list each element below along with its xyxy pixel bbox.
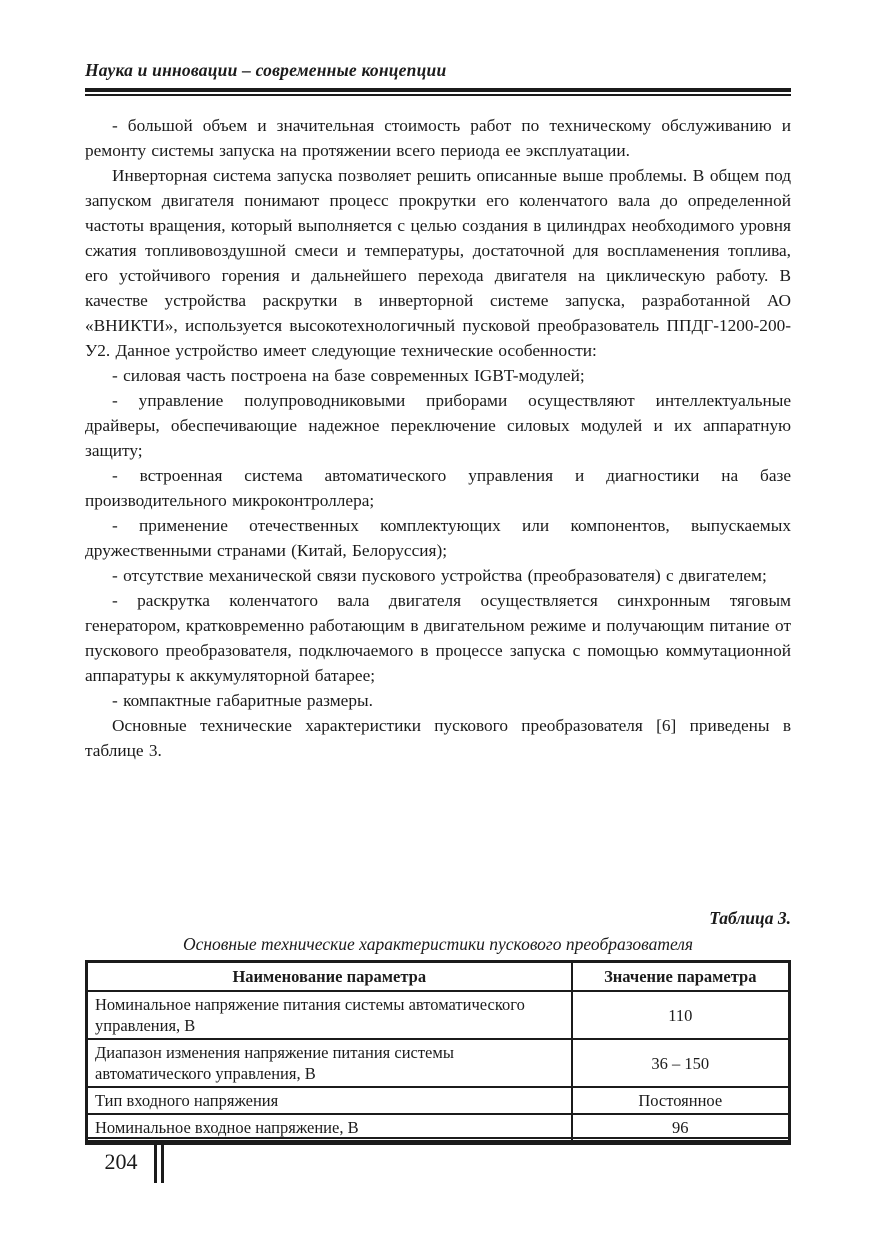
table-caption: Основные технические характеристики пускового преобразователя bbox=[182, 934, 694, 954]
footer-double-rule bbox=[85, 1137, 791, 1145]
paragraph: - большой объем и значительная стоимость работ по техническому обслуживанию и ремонту системы запуска на протяжении всего периода ее эксплуатации. bbox=[85, 116, 791, 160]
paragraph: - применение отечественных комплектующих или компонентов, выпускаемых дружественными странами (Китай, Белоруссия); bbox=[85, 516, 791, 560]
table-row bbox=[87, 1087, 790, 1114]
paragraph: - раскрутка коленчатого вала двигателя осуществляется синхронным тяговым генератором, кратковременно работающим в двигательном режиме и получающим питание от пускового преобразователя, подключаемого в процессе запуска с помощью коммутационной аппаратуры к аккумуляторной батарее; bbox=[85, 591, 791, 685]
param-name: Номинальное входное напряжение, В bbox=[87, 1114, 572, 1142]
column-header-name: Наименование параметра bbox=[87, 962, 572, 992]
body-text bbox=[85, 113, 791, 763]
page-number: 204 bbox=[104, 1149, 138, 1174]
param-name: Номинальное напряжение питания системы автоматического управления, В bbox=[87, 991, 572, 1039]
table-section bbox=[85, 906, 791, 1143]
header-double-rule bbox=[85, 88, 791, 96]
footer-divider-bars bbox=[154, 1145, 164, 1183]
paragraph: - компактные габаритные размеры. bbox=[112, 691, 373, 710]
param-value: 110 bbox=[572, 991, 790, 1039]
table-header-row bbox=[87, 962, 790, 992]
header-rule-thin bbox=[85, 94, 791, 96]
param-value: Постоянное bbox=[572, 1087, 790, 1114]
page-footer bbox=[85, 1137, 791, 1207]
paragraph: - силовая часть построена на базе современных IGBT-модулей; bbox=[112, 366, 585, 385]
paragraph: Основные технические характеристики пускового преобразователя [6] приведены в таблице 3. bbox=[85, 716, 791, 760]
param-value: 96 bbox=[572, 1114, 790, 1142]
param-name: Тип входного напряжения bbox=[87, 1087, 572, 1114]
running-title: Наука и инновации – современные концепции bbox=[85, 60, 447, 80]
table-row bbox=[87, 1039, 790, 1087]
footer-rule-thick bbox=[85, 1141, 791, 1145]
page-header bbox=[85, 60, 791, 96]
table-row bbox=[87, 991, 790, 1039]
paragraph: Инверторная система запуска позволяет решить описанные выше проблемы. В общем под запуском двигателя понимают процесс прокрутки его коленчатого вала до определенной частоты вращения, который выполняется с целью создания в цилиндрах необходимого уровня сжатия топливовоздушной смеси и температуры, достаточной для воспламенения топлива, его устойчивого горения и дальнейшего перехода двигателя на циклическую работу. В качестве устройства раскрутки в инверторной системе запуска, разработанной АО «ВНИКТИ», используется высокотехнологичный пусковой преобразователь ППДГ-1200-200-У2. Данное устройство имеет следующие технические особенности: bbox=[85, 166, 791, 360]
paragraph: - отсутствие механической связи пускового устройства (преобразователя) с двигателем; bbox=[112, 566, 767, 585]
param-value: 36 – 150 bbox=[572, 1039, 790, 1087]
paragraph: - управление полупроводниковыми приборами осуществляют интеллектуальные драйверы, обеспечивающие надежное переключение силовых модулей и их аппаратную защиту; bbox=[85, 391, 791, 460]
paragraph: - встроенная система автоматического управления и диагностики на базе производительного микроконтроллера; bbox=[85, 466, 791, 510]
table-label: Таблица 3. bbox=[709, 908, 791, 928]
param-name: Диапазон изменения напряжение питания системы автоматического управления, В bbox=[87, 1039, 572, 1087]
parameters-table bbox=[85, 960, 791, 1143]
column-header-value: Значение параметра bbox=[572, 962, 790, 992]
